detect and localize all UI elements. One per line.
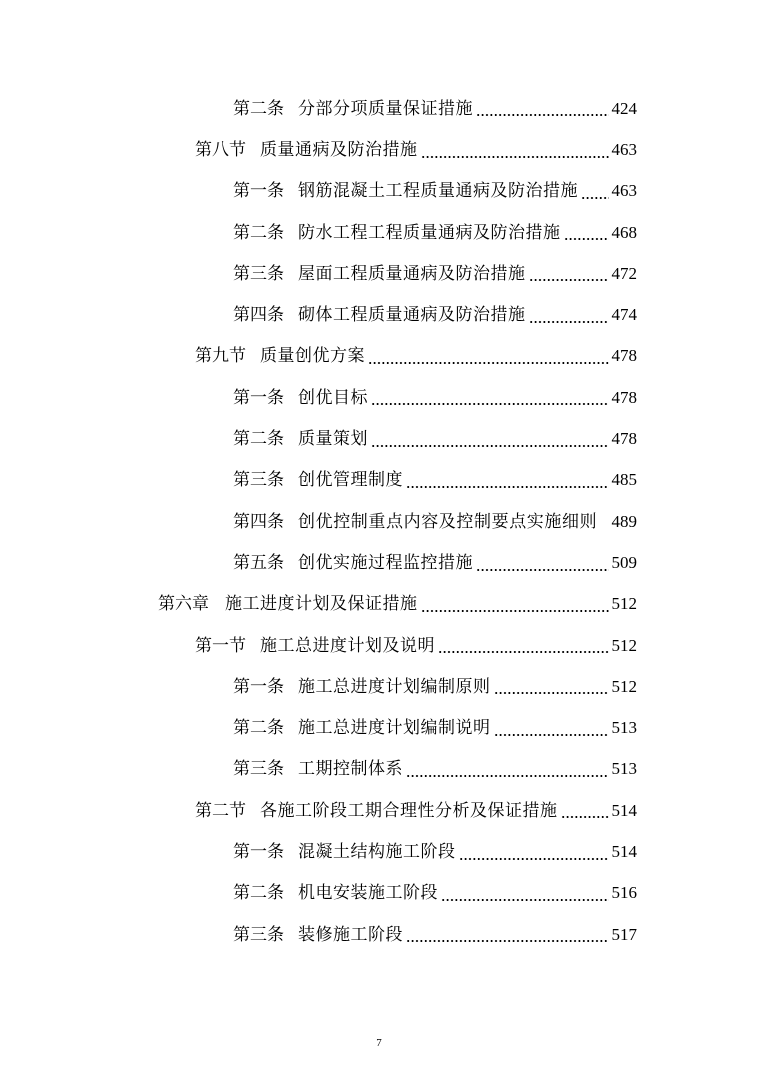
toc-entry-title: 质量策划 [298, 429, 368, 450]
toc-entry-page: 517 [611, 924, 637, 944]
toc-entry[interactable] [0, 873, 758, 914]
toc-dot-leader [368, 362, 609, 364]
toc-entry-title: 防水工程工程质量通病及防治措施 [298, 222, 561, 243]
toc-entry-page: 478 [611, 346, 637, 366]
toc-dot-leader [561, 816, 609, 818]
toc-entry-title: 施工总进度计划编制说明 [298, 718, 491, 739]
toc-entry-page: 472 [611, 263, 637, 283]
toc-entry[interactable] [0, 542, 758, 583]
toc-entry-number: 第一条 [233, 676, 284, 697]
toc-entry[interactable] [0, 831, 758, 872]
toc-entry-title: 各施工阶段工期合理性分析及保证措施 [260, 800, 558, 821]
toc-entry[interactable] [0, 790, 758, 831]
toc-entry-title: 装修施工阶段 [298, 924, 403, 945]
toc-entry-page: 513 [611, 759, 637, 779]
toc-entry[interactable] [0, 294, 758, 335]
toc-dot-leader [438, 651, 609, 653]
table-of-contents [0, 88, 758, 955]
toc-entry-title: 机电安装施工阶段 [298, 883, 438, 904]
toc-entry-page: 512 [611, 594, 637, 614]
toc-entry[interactable] [0, 584, 758, 625]
toc-entry-title: 创优目标 [298, 387, 368, 408]
toc-entry-title: 钢筋混凝土工程质量通病及防治措施 [298, 181, 578, 202]
toc-entry-title: 工期控制体系 [298, 759, 403, 780]
toc-entry[interactable] [0, 914, 758, 955]
toc-dot-leader [581, 197, 609, 199]
toc-entry[interactable] [0, 666, 758, 707]
toc-entry-title: 砌体工程质量通病及防治措施 [298, 305, 526, 326]
toc-entry-number: 第二条 [233, 883, 284, 904]
toc-dot-leader [441, 899, 609, 901]
toc-dot-leader [371, 403, 609, 405]
toc-entry-number: 第三条 [233, 470, 284, 491]
toc-entry-page: 424 [611, 98, 637, 118]
toc-entry-title: 屋面工程质量通病及防治措施 [298, 263, 526, 284]
toc-entry-page: 478 [611, 429, 637, 449]
toc-entry-page: 478 [611, 387, 637, 407]
toc-entry-title: 施工总进度计划及说明 [260, 635, 435, 656]
toc-entry-page: 468 [611, 222, 637, 242]
toc-entry-number: 第二节 [195, 800, 246, 821]
toc-entry-page: 512 [611, 676, 637, 696]
toc-entry-number: 第九节 [195, 346, 246, 367]
toc-entry-page: 514 [611, 841, 637, 861]
toc-entry-number: 第二条 [233, 429, 284, 450]
toc-entry-title: 混凝土结构施工阶段 [298, 841, 456, 862]
toc-entry-number: 第二条 [233, 98, 284, 119]
toc-entry-title: 创优实施过程监控措施 [298, 552, 473, 573]
toc-entry[interactable] [0, 129, 758, 170]
toc-entry-number: 第三条 [233, 759, 284, 780]
toc-entry-number: 第一节 [195, 635, 246, 656]
toc-entry-number: 第六章 [158, 594, 209, 615]
toc-entry-title: 施工进度计划及保证措施 [225, 594, 418, 615]
toc-entry-title: 创优控制重点内容及控制要点实施细则 [298, 511, 598, 532]
toc-entry-number: 第一条 [233, 841, 284, 862]
toc-entry-page: 512 [611, 635, 637, 655]
toc-entry-page: 463 [611, 139, 637, 159]
toc-dot-leader [529, 279, 609, 281]
toc-entry-number: 第一条 [233, 387, 284, 408]
toc-dot-leader [371, 445, 609, 447]
toc-entry[interactable] [0, 253, 758, 294]
toc-entry[interactable] [0, 460, 758, 501]
toc-dot-leader [406, 775, 609, 777]
toc-entry-title: 质量创优方案 [260, 346, 365, 367]
toc-dot-leader [476, 569, 609, 571]
toc-entry[interactable] [0, 171, 758, 212]
toc-entry-number: 第四条 [233, 305, 284, 326]
toc-entry[interactable] [0, 212, 758, 253]
toc-entry[interactable] [0, 336, 758, 377]
toc-entry-page: 514 [611, 800, 637, 820]
toc-dot-leader [406, 940, 609, 942]
toc-entry[interactable] [0, 501, 758, 542]
toc-dot-leader [459, 858, 609, 860]
toc-dot-leader [406, 486, 609, 488]
toc-entry-number: 第三条 [233, 924, 284, 945]
toc-dot-leader [564, 238, 609, 240]
toc-entry-number: 第二条 [233, 718, 284, 739]
toc-entry-page: 509 [611, 552, 637, 572]
toc-dot-leader [421, 610, 609, 612]
toc-dot-leader [494, 734, 609, 736]
toc-dot-leader [421, 156, 609, 158]
toc-entry-page: 489 [611, 511, 637, 531]
toc-entry-number: 第二条 [233, 222, 284, 243]
toc-entry-title: 质量通病及防治措施 [260, 139, 418, 160]
toc-entry-number: 第八节 [195, 139, 246, 160]
toc-entry-number: 第四条 [233, 511, 284, 532]
toc-entry-title: 分部分项质量保证措施 [298, 98, 473, 119]
toc-entry-page: 474 [611, 305, 637, 325]
toc-entry[interactable] [0, 749, 758, 790]
toc-entry-number: 第一条 [233, 181, 284, 202]
toc-entry-number: 第三条 [233, 263, 284, 284]
toc-entry[interactable] [0, 625, 758, 666]
toc-entry-page: 513 [611, 718, 637, 738]
toc-entry-page: 516 [611, 883, 637, 903]
toc-entry-page: 485 [611, 470, 637, 490]
toc-entry[interactable] [0, 377, 758, 418]
toc-dot-leader [476, 114, 609, 116]
toc-entry-page: 463 [611, 181, 637, 201]
toc-entry-title: 施工总进度计划编制原则 [298, 676, 491, 697]
toc-entry[interactable] [0, 707, 758, 748]
toc-dot-leader [494, 692, 609, 694]
toc-entry-number: 第五条 [233, 552, 284, 573]
toc-dot-leader [529, 321, 609, 323]
toc-entry-title: 创优管理制度 [298, 470, 403, 491]
toc-entry[interactable] [0, 418, 758, 459]
page-number: 7 [376, 1037, 382, 1049]
toc-entry[interactable] [0, 88, 758, 129]
